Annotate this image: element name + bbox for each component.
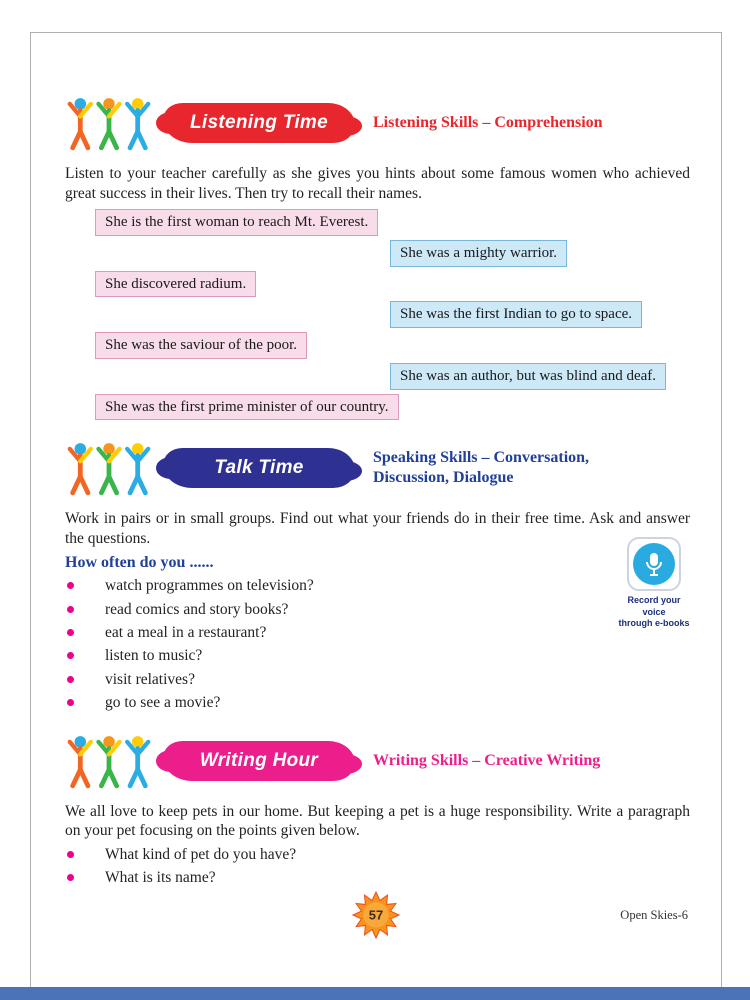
list-item (65, 670, 690, 689)
writing-intro: We all love to keep pets in our home. But keeping a pet is a huge responsibility. Write a paragraph on your pet focusing on the points given below. (65, 802, 690, 840)
talk-subtitle: Speaking Skills – Conversation, Discussion, Dialogue (373, 449, 590, 487)
children-icon (65, 733, 153, 789)
page-number: 57 (368, 907, 384, 923)
list-item (65, 623, 690, 642)
list-item (65, 646, 690, 665)
hint-box: She was an author, but was blind and deaf. (390, 363, 666, 390)
writing-banner-label: Writing Hour (199, 749, 319, 771)
hint-box: She discovered radium. (95, 271, 256, 298)
microphone-icon (633, 543, 675, 585)
talk-header (65, 440, 690, 496)
record-note-line1: Record your voice (627, 595, 681, 617)
question-text: eat a meal in a restaurant? (105, 624, 267, 642)
listening-intro: Listen to your teacher carefully as she gives you hints about some famous women who achieved great success in their lives. Then try to recall their names. (65, 165, 690, 202)
bullet-icon (67, 699, 74, 706)
list-item (65, 576, 690, 595)
section-listening (65, 95, 690, 420)
question-text: visit relatives? (105, 670, 195, 688)
writing-subtitle: Writing Skills – Creative Writing (373, 751, 601, 769)
bullet-icon (67, 629, 74, 636)
bullet-icon (67, 851, 74, 858)
record-voice-note (615, 595, 693, 630)
question-text: read comics and story books? (105, 600, 289, 618)
listening-banner-label: Listening Time (190, 112, 328, 133)
list-item (65, 600, 690, 619)
writing-banner (163, 741, 355, 781)
record-voice-widget (615, 537, 693, 630)
children-icon (65, 440, 153, 496)
question-text: What is its name? (105, 868, 216, 886)
talk-banner (163, 448, 355, 488)
list-item (65, 693, 690, 712)
bullet-icon (67, 676, 74, 683)
question-text: What kind of pet do you have? (105, 845, 297, 863)
listening-banner (163, 103, 355, 143)
hint-box: She was the saviour of the poor. (95, 332, 307, 359)
bullet-icon (67, 874, 74, 881)
listening-subtitle: Listening Skills – Comprehension (373, 114, 603, 131)
section-writing (65, 733, 690, 888)
question-text: listen to music? (105, 647, 203, 665)
page-bottom-strip (0, 987, 750, 1000)
bullet-icon (67, 606, 74, 613)
talk-question-list (65, 576, 690, 712)
hint-box: She was the first prime minister of our country. (95, 394, 399, 421)
page-number-star (352, 891, 400, 939)
section-talk (65, 440, 690, 712)
writing-question-list (65, 845, 690, 888)
page-content (65, 95, 690, 887)
children-icon (65, 95, 153, 151)
hint-boxes (65, 209, 690, 420)
record-note-line2: through e-books (618, 618, 690, 629)
listening-header (65, 95, 690, 151)
talk-question-heading: How often do you ...... (65, 554, 214, 572)
hint-box: She was the first Indian to go to space. (390, 301, 642, 328)
talk-intro: Work in pairs or in small groups. Find out what your friends do in their free time. Ask and answer the questions. (65, 510, 690, 547)
hint-box: She was a mighty warrior. (390, 240, 567, 267)
bullet-icon (67, 582, 74, 589)
record-voice-button[interactable] (627, 537, 681, 591)
bullet-icon (67, 652, 74, 659)
list-item (65, 845, 690, 864)
talk-banner-label: Talk Time (214, 457, 304, 479)
book-title: Open Skies-6 (620, 908, 688, 922)
question-text: go to see a movie? (105, 694, 221, 712)
question-text: watch programmes on television? (105, 577, 314, 595)
hint-box: She is the first woman to reach Mt. Everest. (95, 209, 378, 236)
list-item (65, 868, 690, 887)
writing-header (65, 733, 690, 789)
